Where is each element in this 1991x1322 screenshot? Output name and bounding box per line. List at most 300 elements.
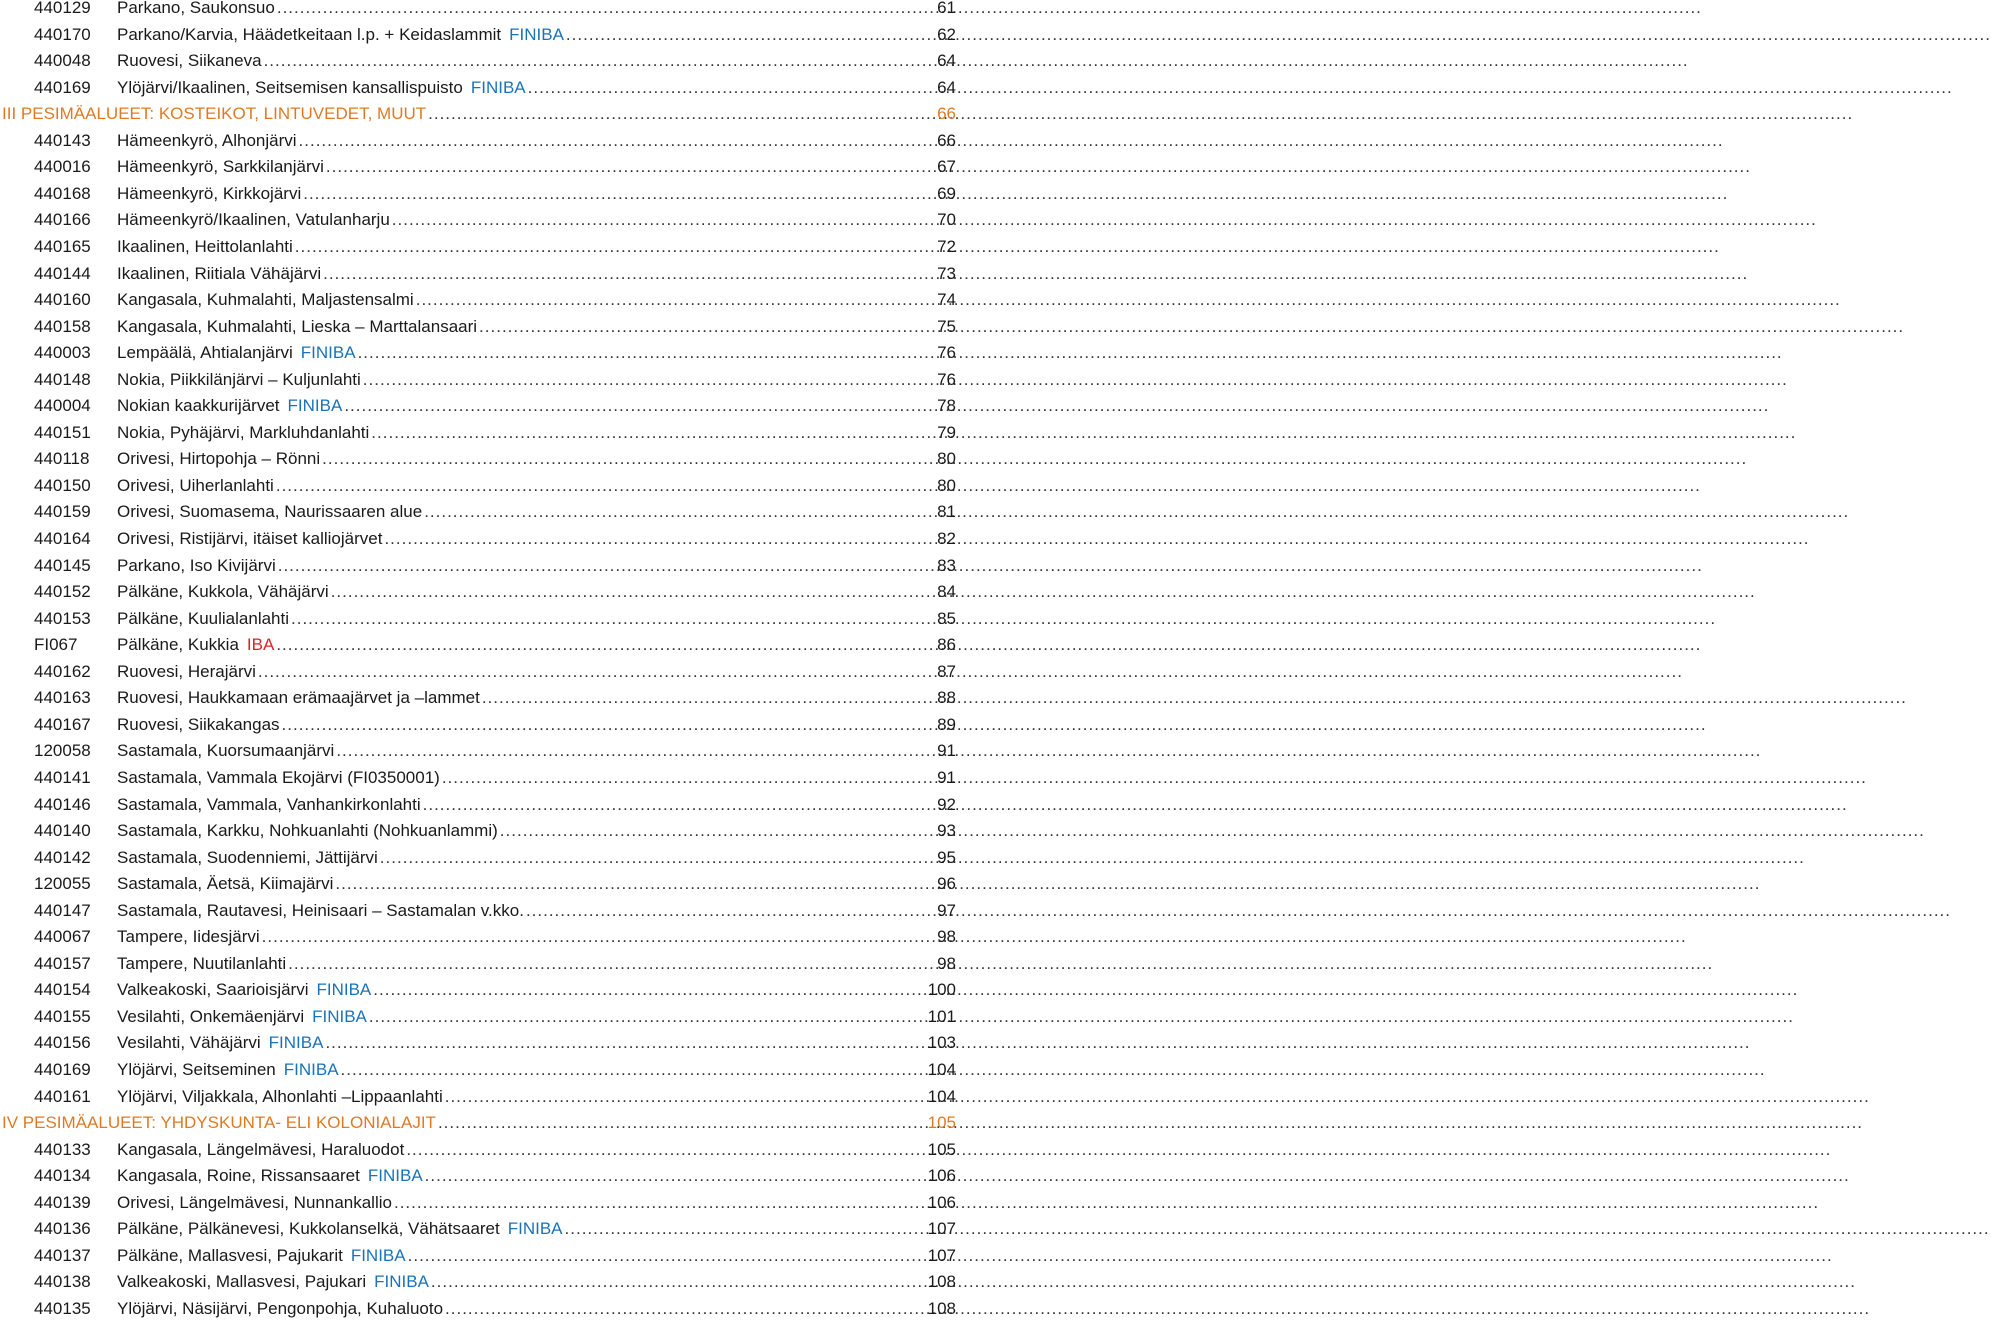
site-name: Hämeenkyrö, Alhonjärvi (117, 130, 297, 150)
site-code: 440169 (34, 1060, 91, 1079)
entry-title-line (117, 818, 932, 844)
page-number: 66 (937, 104, 956, 124)
dot-leader (288, 951, 1713, 977)
finiba-tag: FINIBA (367, 1166, 423, 1186)
toc-entry (0, 314, 958, 340)
dot-leader (363, 367, 1788, 393)
site-name: Hämeenkyrö, Kirkkojärvi (117, 183, 302, 203)
page-number: 85 (937, 608, 956, 628)
site-name: Sastamala, Suodenniemi, Jättijärvi (117, 847, 378, 867)
dot-leader (344, 393, 1769, 419)
section-title: III PESIMÄALUEET: KOSTEIKOT, LINTUVEDET, MUUT (2, 104, 427, 124)
page-number: 108 (927, 1272, 956, 1292)
site-code: 440135 (34, 1298, 91, 1318)
entry-title-line (117, 1243, 932, 1269)
entry-title-line (117, 340, 932, 366)
page-number: 73 (937, 263, 956, 283)
site-code: 440153 (34, 608, 91, 628)
site-name: Sastamala, Äetsä, Kiimajärvi (117, 874, 334, 894)
toc-entry (0, 845, 958, 871)
site-code: 440168 (34, 183, 91, 203)
page-number: 64 (937, 51, 956, 71)
dot-leader (431, 1269, 1856, 1295)
site-code: 440136 (34, 1219, 91, 1239)
site-code: 440158 (34, 316, 91, 336)
entry-title-line (117, 659, 932, 685)
dot-leader (331, 579, 1756, 605)
finiba-tag: FINIBA (509, 24, 564, 44)
toc-entry (0, 898, 958, 924)
page-number: 89 (937, 714, 956, 734)
toc-entry (0, 234, 958, 260)
site-name: Ruovesi, Haukkamaan erämaajärvet ja –lammet (117, 688, 480, 708)
toc-entry (0, 1084, 958, 1110)
dot-leader (380, 845, 1805, 871)
entry-title-line (117, 1216, 932, 1242)
site-code: 440165 (34, 236, 91, 256)
page-number: 74 (937, 290, 956, 310)
page-number: 62 (937, 24, 956, 44)
site-name: Ruovesi, Siikakangas (117, 714, 280, 734)
site-code: 120055 (34, 874, 91, 894)
page-number: 93 (937, 821, 956, 841)
dot-leader (425, 1163, 1850, 1189)
entry-title-line (117, 685, 932, 711)
toc-entry (0, 499, 958, 525)
entry-title-line (117, 446, 932, 472)
site-code: 440146 (34, 794, 91, 814)
toc-entry (0, 22, 958, 48)
dot-leader (276, 632, 1701, 658)
dot-leader (258, 659, 1683, 685)
site-code: 120058 (34, 741, 91, 761)
site-name: Orivesi, Ristijärvi, itäiset kalliojärvet (117, 529, 383, 548)
entry-title-line (117, 579, 932, 605)
page-number: 83 (937, 555, 956, 575)
site-name: Kangasala, Kuhmalahti, Maljastensalmi (117, 290, 414, 310)
site-name: Orivesi, Uiherlanlahti (117, 475, 274, 495)
site-code: 440118 (34, 449, 90, 469)
entry-title-line (117, 712, 932, 738)
site-name: Sastamala, Rautavesi, Heinisaari – Sastamalan v.kko. (117, 900, 524, 920)
page-number: 92 (937, 794, 956, 814)
entry-title-line (117, 234, 932, 260)
entry-title-line (117, 924, 932, 950)
toc-entry (0, 818, 958, 844)
entry-title-line (117, 1190, 932, 1216)
dot-leader (424, 499, 1849, 525)
site-code: 440144 (34, 263, 91, 283)
toc-entry (0, 75, 958, 101)
dot-leader (278, 553, 1703, 579)
page-number: 106 (927, 1166, 956, 1186)
page-number: 81 (937, 502, 956, 522)
site-code: 440151 (34, 422, 91, 442)
page-number: 76 (937, 343, 956, 363)
page-number: 107 (927, 1245, 956, 1265)
site-code: 440166 (34, 210, 91, 230)
site-code: 440142 (34, 847, 91, 867)
site-name: Parkano, Saukonsuo (117, 0, 275, 17)
entry-title-line (117, 181, 932, 207)
toc-entry (0, 579, 958, 605)
toc-entry (0, 261, 958, 287)
dot-leader (282, 712, 1707, 738)
toc-entry (0, 659, 958, 685)
site-name: Vesilahti, Onkemäenjärvi (117, 1006, 305, 1026)
dot-leader (291, 606, 1716, 632)
entry-title-line (117, 1084, 932, 1110)
site-name: Hämeenkyrö, Sarkkilanjärvi (117, 157, 324, 177)
site-code: 440141 (34, 767, 91, 787)
site-code: 440162 (34, 661, 91, 681)
site-code: 440159 (34, 502, 91, 522)
site-name: Sastamala, Vammala, Vanhankirkonlahti (117, 794, 421, 814)
site-name: Nokian kaakkurijärvet (117, 396, 280, 416)
entry-title-line (117, 393, 932, 419)
entry-title-line (2, 1110, 932, 1136)
site-code: 440164 (34, 529, 91, 548)
site-name: Ylöjärvi, Viljakkala, Alhonlahti –Lippaanlahti (117, 1086, 443, 1106)
entry-title-line (117, 553, 932, 579)
site-code: 440143 (34, 130, 91, 150)
page-number: 97 (937, 900, 956, 920)
finiba-tag: FINIBA (316, 980, 372, 1000)
dot-leader (526, 898, 1951, 924)
dot-leader (264, 48, 1689, 74)
site-code: FI067 (34, 635, 78, 655)
toc-entry (0, 1269, 958, 1295)
site-name: Tampere, Nuutilanlahti (117, 953, 287, 973)
entry-title-line (117, 1137, 932, 1163)
site-name: Vesilahti, Vähäjärvi (117, 1033, 261, 1053)
toc-entry (0, 526, 958, 552)
toc-entry (0, 393, 958, 419)
toc-entry (0, 1190, 958, 1216)
site-name: Lempäälä, Ahtialanjärvi (117, 343, 293, 363)
entry-title-line (117, 75, 932, 101)
dot-leader (394, 1190, 1819, 1216)
site-name: Pälkäne, Kuulialanlahti (117, 608, 290, 628)
dot-leader (416, 287, 1841, 313)
finiba-tag: FINIBA (287, 396, 343, 416)
site-name: Pälkäne, Mallasvesi, Pajukarit (117, 1245, 343, 1265)
toc-entry (0, 340, 958, 366)
toc-entry (0, 738, 958, 764)
dot-leader (276, 473, 1701, 499)
section-title: IV PESIMÄALUEET: YHDYSKUNTA- ELI KOLONIALAJIT (2, 1113, 436, 1133)
page-number: 86 (937, 635, 956, 655)
site-code: 440157 (34, 953, 91, 973)
site-code: 440004 (34, 396, 91, 416)
site-name: Pälkäne, Kukkia (117, 635, 239, 655)
toc-entry (0, 154, 958, 180)
entry-title-line (117, 1030, 932, 1056)
site-name: Parkano/Karvia, Häädetkeitaan l.p. + Keidaslammit (117, 24, 502, 44)
toc-entry (0, 712, 958, 738)
site-code: 440138 (34, 1272, 91, 1292)
entry-title-line (117, 499, 932, 525)
site-name: Orivesi, Hirtopohja – Rönni (117, 449, 321, 469)
page-number: 105 (927, 1113, 956, 1133)
finiba-tag: FINIBA (300, 343, 356, 363)
entry-title-line (117, 1269, 932, 1295)
dot-leader (303, 181, 1728, 207)
dot-leader (500, 818, 1925, 844)
site-name: Tampere, Iidesjärvi (117, 927, 260, 947)
dot-leader (336, 738, 1761, 764)
site-name: Ylöjärvi, Näsijärvi, Pengonpohja, Kuhaluoto (117, 1298, 444, 1318)
toc-entry (0, 1243, 958, 1269)
dot-leader (392, 207, 1817, 233)
dot-leader (325, 1030, 1750, 1056)
finiba-tag: FINIBA (507, 1219, 563, 1239)
toc-entry (0, 0, 958, 21)
page-number: 100 (927, 980, 956, 1000)
entry-title-line (117, 606, 932, 632)
dot-leader (438, 1110, 1863, 1136)
toc-entry (0, 765, 958, 791)
dot-leader (335, 871, 1760, 897)
dot-leader (341, 1057, 1766, 1083)
page-number: 79 (937, 422, 956, 442)
page-number: 69 (937, 183, 956, 203)
site-code: 440156 (34, 1033, 91, 1053)
site-code: 440129 (34, 0, 91, 17)
site-code: 440161 (34, 1086, 91, 1106)
finiba-tag: FINIBA (470, 77, 526, 97)
toc-entry (0, 446, 958, 472)
entry-title-line (117, 526, 932, 552)
site-name: Ruovesi, Siikaneva (117, 51, 262, 71)
site-name: Kangasala, Längelmävesi, Haraluodot (117, 1139, 405, 1159)
page-number: 107 (927, 1219, 956, 1239)
entry-title-line (117, 632, 932, 658)
dot-leader (423, 792, 1848, 818)
toc-entry (0, 1030, 958, 1056)
site-code: 440148 (34, 369, 91, 389)
dot-leader (326, 154, 1751, 180)
dot-leader (482, 685, 1907, 711)
site-code: 440155 (34, 1006, 91, 1026)
finiba-tag: FINIBA (350, 1245, 406, 1265)
entry-title-line (117, 977, 932, 1003)
site-name: Valkeakoski, Mallasvesi, Pajukari (117, 1272, 367, 1292)
page-number: 104 (927, 1060, 956, 1079)
site-name: Nokia, Pyhäjärvi, Markluhdanlahti (117, 422, 370, 442)
toc-entry (0, 606, 958, 632)
dot-leader (565, 1216, 1990, 1242)
dot-leader (277, 0, 1702, 21)
dot-leader (428, 101, 1853, 127)
toc-entry (0, 473, 958, 499)
page-number: 95 (937, 847, 956, 867)
toc-entry (0, 207, 958, 233)
toc-entry (0, 685, 958, 711)
site-name: Kangasala, Kuhmalahti, Lieska – Marttalansaari (117, 316, 478, 336)
toc-entry (0, 1216, 958, 1242)
entry-title-line (117, 367, 932, 393)
entry-title-line (117, 287, 932, 313)
site-code: 440140 (34, 821, 91, 841)
page-number: 84 (937, 582, 956, 602)
dot-leader (262, 924, 1687, 950)
finiba-tag: FINIBA (312, 1006, 367, 1026)
site-code: 440145 (34, 555, 91, 575)
site-name: Nokia, Piikkilänjärvi – Kuljunlahti (117, 369, 361, 389)
dot-leader (373, 977, 1798, 1003)
site-code: 440150 (34, 475, 91, 495)
site-name: Orivesi, Längelmävesi, Nunnankallio (117, 1192, 392, 1212)
entry-title-line (117, 207, 932, 233)
site-name: Ruovesi, Herajärvi (117, 661, 256, 681)
site-name: Ikaalinen, Riitiala Vähäjärvi (117, 263, 322, 283)
site-name: Hämeenkyrö/Ikaalinen, Vatulanharju (117, 210, 390, 230)
page-number: 104 (927, 1086, 956, 1106)
dot-leader (528, 75, 1953, 101)
site-name: Sastamala, Vammala Ekojärvi (FI0350001) (117, 767, 440, 787)
entry-title-line (117, 154, 932, 180)
site-code: 440160 (34, 290, 91, 310)
page-number: 61 (937, 0, 956, 17)
page-number: 88 (937, 688, 956, 708)
page-number: 80 (937, 475, 956, 495)
site-code: 440154 (34, 980, 91, 1000)
iba-tag: IBA (246, 635, 275, 655)
toc-entry (0, 1296, 958, 1322)
site-name: Ylöjärvi/Ikaalinen, Seitsemisen kansallispuisto (117, 77, 463, 97)
entry-title-line (117, 314, 932, 340)
dot-leader (406, 1137, 1831, 1163)
page-number: 91 (937, 767, 956, 787)
dot-leader (566, 22, 1991, 48)
page-number: 87 (937, 661, 956, 681)
toc-entry (0, 977, 958, 1003)
site-code: 440163 (34, 688, 91, 708)
entry-title-line (117, 1163, 932, 1189)
dot-leader (369, 1004, 1794, 1030)
toc-entry (0, 553, 958, 579)
entry-title-line (117, 898, 932, 924)
entry-title-line (117, 765, 932, 791)
entry-title-line (117, 738, 932, 764)
toc-section-heading (0, 1110, 958, 1136)
site-name: Sastamala, Karkku, Nohkuanlahti (Nohkuanlammi) (117, 821, 498, 841)
finiba-tag: FINIBA (374, 1272, 429, 1292)
toc-entry (0, 1163, 958, 1189)
site-name: Pälkäne, Kukkola, Vähäjärvi (117, 582, 329, 602)
toc-entry (0, 871, 958, 897)
page-number: 66 (937, 130, 956, 150)
toc-entry (0, 792, 958, 818)
toc-entry (0, 287, 958, 313)
page-number: 70 (937, 210, 956, 230)
entry-title-line (2, 101, 932, 127)
site-name: Parkano, Iso Kivijärvi (117, 555, 276, 575)
site-code: 440048 (34, 51, 91, 71)
entry-title-line (117, 871, 932, 897)
site-code: 440147 (34, 900, 91, 920)
toc-entry (0, 632, 958, 658)
site-name: Orivesi, Suomasema, Naurissaaren alue (117, 502, 423, 522)
entry-title-line (117, 1296, 932, 1322)
dot-leader (323, 261, 1748, 287)
page-number: 72 (937, 236, 956, 256)
dot-leader (445, 1084, 1870, 1110)
entry-title-line (117, 261, 932, 287)
page-number: 96 (937, 874, 956, 894)
page-number: 75 (937, 316, 956, 336)
dot-leader (408, 1243, 1833, 1269)
dot-leader (295, 234, 1720, 260)
dot-leader (384, 526, 1809, 552)
entry-title-line (117, 128, 932, 154)
site-code: 440003 (34, 343, 91, 363)
page-number: 105 (927, 1139, 956, 1159)
site-code: 440134 (34, 1166, 91, 1186)
toc-entry (0, 1057, 958, 1083)
entry-title-line (117, 951, 932, 977)
toc-entry (0, 1137, 958, 1163)
site-code: 440167 (34, 714, 91, 734)
page-number: 64 (937, 77, 956, 97)
page-number: 78 (937, 396, 956, 416)
page-number: 103 (927, 1033, 956, 1053)
page-number: 101 (927, 1006, 956, 1026)
site-code: 440139 (34, 1192, 91, 1212)
page-number: 91 (937, 741, 956, 761)
toc-section-heading (0, 101, 958, 127)
site-code: 440170 (34, 24, 91, 44)
toc-entry (0, 951, 958, 977)
entry-title-line (117, 1057, 932, 1083)
page-number: 98 (937, 953, 956, 973)
site-code: 440137 (34, 1245, 91, 1265)
dot-leader (445, 1296, 1870, 1322)
site-code: 440152 (34, 582, 91, 602)
entry-title-line (117, 792, 932, 818)
page-number: 82 (937, 529, 956, 548)
entry-title-line (117, 1004, 932, 1030)
site-name: Ikaalinen, Heittolanlahti (117, 236, 293, 256)
entry-title-line (117, 473, 932, 499)
site-name: Sastamala, Kuorsumaanjärvi (117, 741, 335, 761)
toc-entry (0, 367, 958, 393)
entry-title-line (117, 0, 932, 21)
dot-leader (442, 765, 1867, 791)
dot-leader (479, 314, 1904, 340)
toc-entry (0, 181, 958, 207)
entry-title-line (117, 48, 932, 74)
toc-entry (0, 420, 958, 446)
dot-leader (299, 128, 1724, 154)
toc-entry (0, 128, 958, 154)
page-number: 108 (927, 1298, 956, 1318)
site-code: 440133 (34, 1139, 91, 1159)
site-name: Ylöjärvi, Seitseminen (117, 1060, 276, 1079)
entry-title-line (117, 420, 932, 446)
entry-title-line (117, 845, 932, 871)
toc-entry (0, 48, 958, 74)
site-code: 440067 (34, 927, 91, 947)
page-number: 106 (927, 1192, 956, 1212)
page-number: 80 (937, 449, 956, 469)
entry-title-line (117, 22, 932, 48)
site-name: Pälkäne, Pälkänevesi, Kukkolanselkä, Vähätsaaret (117, 1219, 500, 1239)
dot-leader (358, 340, 1783, 366)
site-name: Kangasala, Roine, Rissansaaret (117, 1166, 360, 1186)
page-number: 98 (937, 927, 956, 947)
